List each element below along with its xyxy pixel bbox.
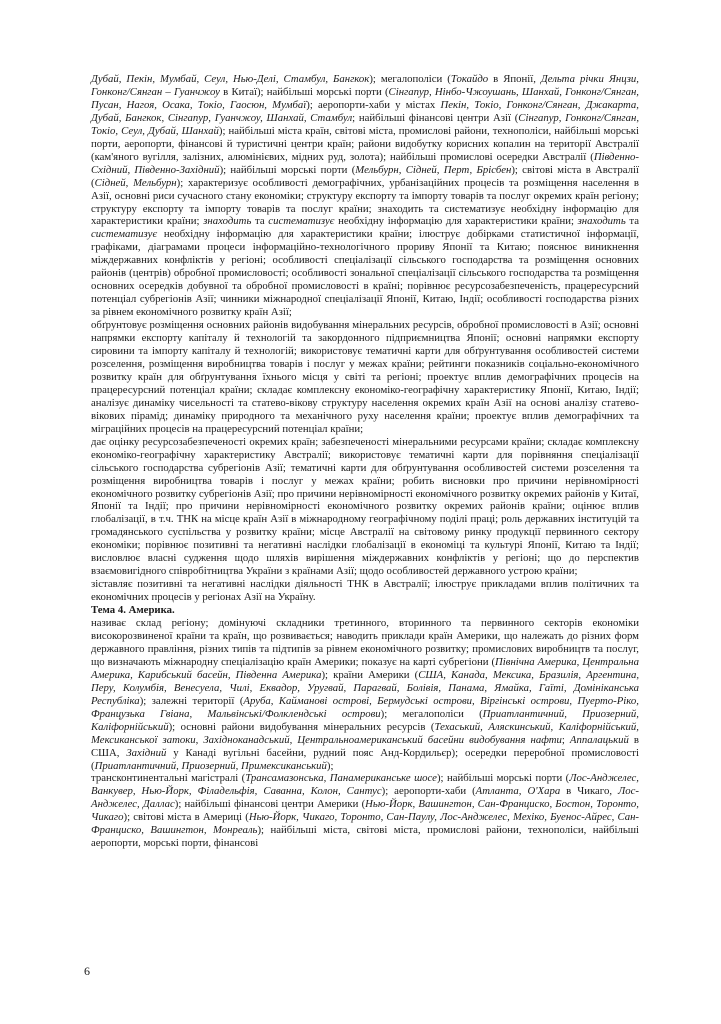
- paragraph: називає склад регіону; домінуючі складники третинного, вторинного та первинного секторів економіки високорозвиненої країни та країн, що розвивається; наводить приклади країн Америки, що належать до різних форм державного правління, різних типів та підтипів за рівнем економічного розвитку; промислових виробництв та послуг, що визначають міжнародну спеціалізацію країн Америки; показує на карті субрегіони (Північна Америка, Центральна Америка, Карибський басейн, Південна Америка); країни Америки (США, Канада, Мексика, Бразилія, Аргентина, Перу, Колумбія, Венесуела, Чилі, Еквадор, Уругвай, Парагвай, Болівія, Панама, Ямайка, Гаїті, Домініканська Республіка); залежні території (Аруба, Кайманові острові, Бермудські острови, Віргінські острови, Пуерто-Ріко, Французька Гвіана, Мальвінські/Фолклендські острови); мегалополіси (Приатлантичний, Приозерний, Каліфорнійський); основні райони видобування мінеральних ресурсів (Техаський, Аляскинський, Каліфорнійський, Мексиканської затоки, Західноканадський, Центральноамериканський басейни видобування нафти; Аппалацький в США, Західний у Канаді вугільні басейни, рудний пояс Анд-Кордильєр); осередки переробної промисловості (Приатлантичний, Приозерний, Примексиканський);: [91, 617, 640, 772]
- page-number: 6: [84, 964, 90, 978]
- paragraph: дає оцінку ресурсозабезпеченості окремих країн; забезпеченості мінеральними ресурсами країни; складає комплексну економіко-географічну характеристику Австралії; використовує тематичні карти для порівняння спеціалізації сільського господарства субрегіонів Азії; тематичні карти для обґрунтування особливостей системи розселення та розміщення виробництва товарів і послуг у межах країни; робить висновки про причини нерівномірності економічного розвитку субрегіонів Азії; про причини нерівномірності економічного розвитку окремих районів у Китаї, Японії та Індії; про причини нерівномірності економічного розвитку окремих районів країни; оцінює вплив глобалізації, в т.ч. ТНК на місце країн Азії в міжнародному географічному поділі праці; роль державних інституцій та громадянського суспільства у розвитку країни; місце Австралії на світовому ринку продукції первинного сектору економіки; порівнює позитивні та негативні наслідки глобалізації в економіці та культурі Японії, Китаю та Індії; висловлює власні судження щодо шляхів вирішення міждержавних конфліктів у регіоні; що до перспектив взаємовигідного співробітництва України з країнами Азії; щодо особливостей державного устрою країни;: [91, 435, 639, 578]
- paragraph: обґрунтовує розміщення основних районів видобування мінеральних ресурсів, обробної промисловості в Азії; основні напрямки експорту капіталу й технологій та закордонного підприємництва Японії; основні напрямки експорту сировини та імпорту капіталу й технологій; використовує тематичні карти для обґрунтування особливостей системи розселення, розміщення виробництва товарів і послуг у межах країни; рейтинги показників соціально-економічного розвитку країн для обґрунтування їхнього місця у світі та регіоні; проектує вплив демографічних процесів на працересурсний потенціал країни; складає комплексну економіко-географічну характеристику Японії, Китаю, Індії; аналізує динаміку чисельності та статево-вікову структуру населення окремих країн Азії на основі аналізу статево-вікових пірамід; динаміку природного та механічного руху населення країни; проектує вплив демографічних та міграційних процесів на працересурсний потенціал країни;: [91, 319, 639, 435]
- paragraph: трансконтинентальні магістралі (Трансамазонська, Панамериканське шосе); найбільші морські порти (Лос-Анджелес, Ванкувер, Нью-Йорк, Філадельфія, Саванна, Колон, Сантус); аеропорти-хаби (Атланта, О'Хара в Чикаго, Лос-Анджелес, Даллас); найбільші фінансові центри Америки (Нью-Йорк, Вашингтон, Сан-Франциско, Бостон, Торонто, Чикаго); світові міста в Америці (Нью-Йорк, Чикаго, Торонто, Сан-Паулу, Лос-Анджелес, Мехіко, Буенос-Айрес, Сан-Франциско, Вашингтон, Монреаль); найбільші міста, світові міста, промислові райони, технополіси, найбільші аеропорти, морські порти, фінансові: [91, 772, 639, 850]
- paragraph: Дубай, Пекін, Мумбай, Сеул, Нью-Делі, Стамбул, Бангкок); мегалополіси (Токайдо в Японії, Дельта річки Янцзи, Гонконг/Сянган – Гуанчжоу в Китаї); найбільші морські порти (Сінгапур, Нінбо-Чжоушань, Шанхай, Гонконг/Сянган, Пусан, Нагоя, Осака, Токіо, Гаосюн, Мумбаї); аеропорти-хаби у містах Пекін, Токіо, Гонконг/Сянган, Джакарта, Дубай, Бангкок, Сінгапур, Гуанчжоу, Шанхай, Стамбул; найбільші фінансові центри Азії (Сінгапур, Гонконг/Сянган, Токіо, Сеул, Дубай, Шанхай); найбільші міста країн, світові міста, промислові райони, технополіси, найбільші морські порти, аеропорти, фінансові й туристичні центри країн; райони видобутку корисних копалин на території Австралії (кам'яного вугілля, залізних, алюмінієвих, мідних руд, золота); найбільші промислові осередки Австралії (Південно-Східний, Південно-Західний); найбільші морські порти (Мельбурн, Сідней, Перт, Брісбен); світові міста в Австралії (Сідней, Мельбурн); характеризує особливості демографічних, урбанізаційних процесів та розміщення населення в Азії, основні риси сучасного стану економіки; структуру експорту та імпорту товарів та послуг окремих країн регіону; структуру експорту та імпорту товарів та послуг країни; знаходить та систематизує необхідну інформацію для характеристики країни; знаходить та систематизує необхідну інформацію для характеристики країни; знаходить та систематизує необхідну інформацію для характеристики країни; ілюструє добірками статистичної інформації, графіками, діаграмами процеси інформаційно-технологічного прориву Японії та Китаю; пояснює виникнення міждержавних конфліктів у регіоні; особливості спеціалізації сільського господарства та розміщення основних районів (центрів) обробної промисловості; особливості зональної спеціалізації сільського господарства та розміщення основних осередків добувної та обробної промисловості в країні; порівнює ресурсозабезпеченість, працересурсний потенціал субрегіонів Азії; чинники міжнародної спеціалізації Японії, Китаю, Індії; особливості господарства різних за рівнем економічного розвитку країн Азії;: [91, 73, 640, 319]
- document-body: [91, 73, 639, 850]
- topic-title: Тема 4. Америка.: [91, 604, 175, 617]
- paragraph: зіставляє позитивні та негативні наслідки діяльності ТНК в Австралії; ілюструє прикладами вплив політичних та економічних процесів у регіонах Азії на Україну.: [91, 578, 639, 604]
